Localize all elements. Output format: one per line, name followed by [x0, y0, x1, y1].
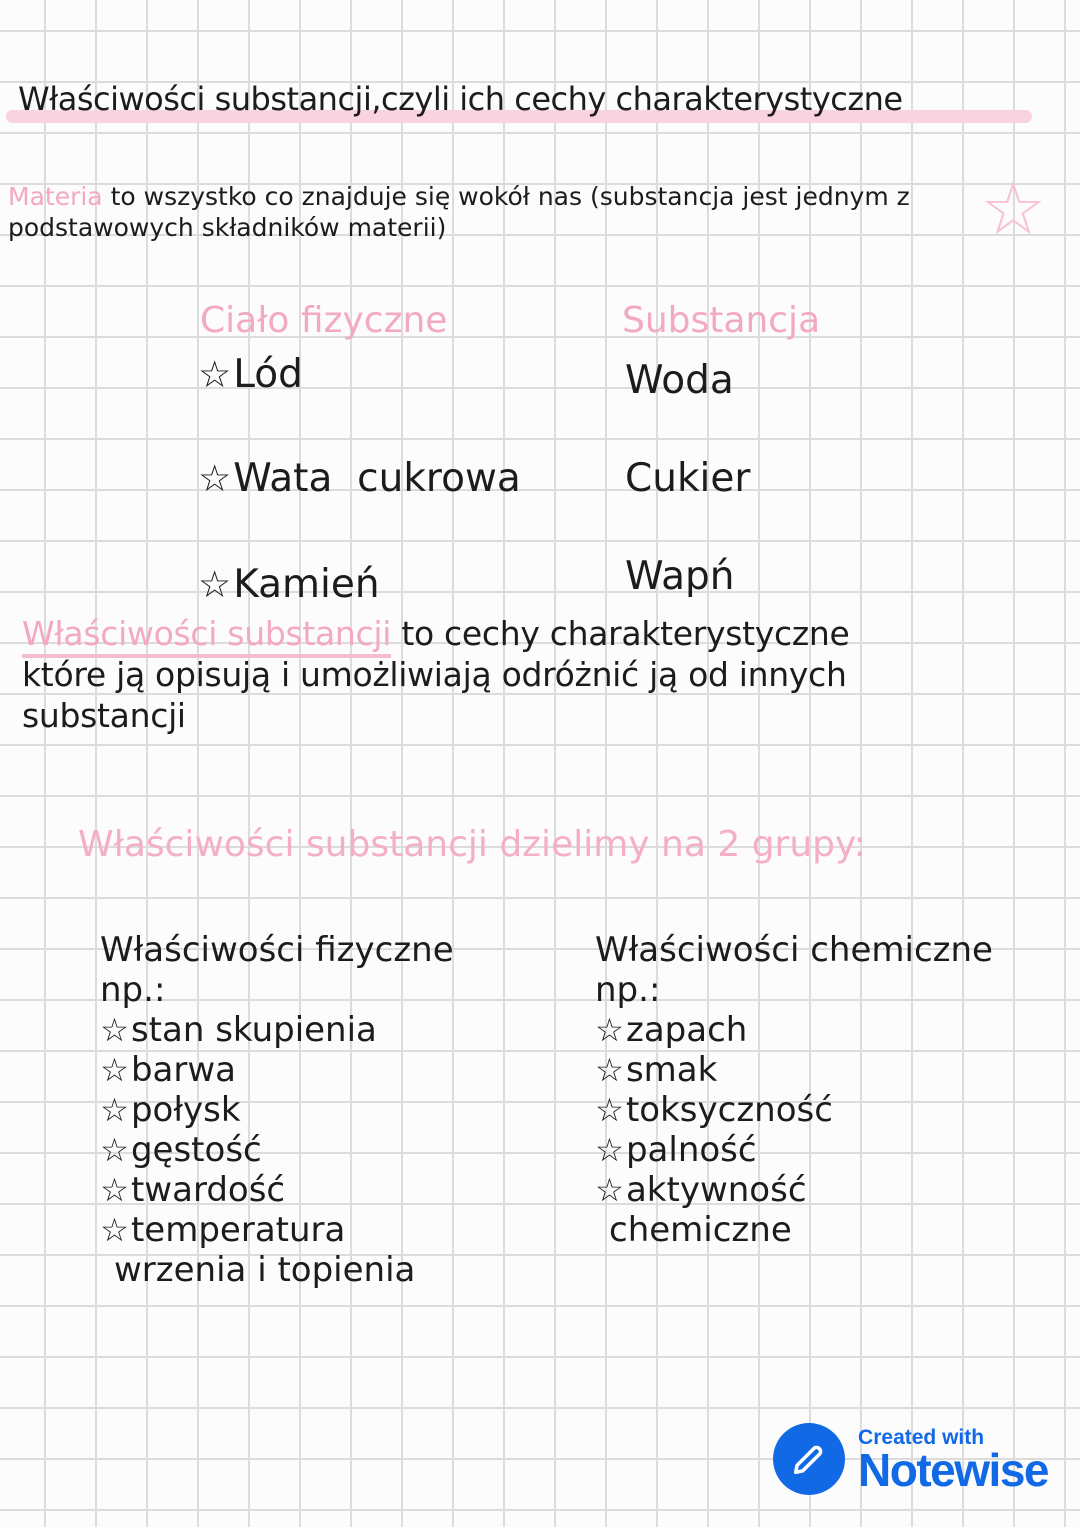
definition-paragraph: [22, 613, 1067, 736]
notewise-label: Notewise: [858, 1443, 1048, 1496]
intro-line2: podstawowych składników materii): [8, 213, 447, 242]
pencil-icon: [788, 1438, 830, 1480]
list-item: [100, 1170, 454, 1210]
intro-lead-materia: Materia: [8, 182, 103, 211]
column-header-cialo-fizyczne: Ciało fizyczne: [200, 300, 448, 341]
definition-lead: Właściwości substancji: [22, 614, 391, 658]
star-bullet-icon: ☆: [100, 1011, 129, 1049]
list-item-label: palność: [625, 1130, 757, 1170]
definition-line1: to cechy charakterystyczne: [391, 614, 850, 653]
table-row-body-kamien: [198, 562, 380, 607]
list-item: [100, 1210, 454, 1250]
star-bullet-icon: ☆: [595, 1131, 624, 1169]
physical-properties-list: [100, 930, 454, 1290]
physical-list-heading: Właściwości fizyczne: [100, 930, 454, 970]
chemical-np-label: np.:: [595, 970, 661, 1010]
list-item: [595, 1090, 993, 1130]
notewise-wordmark: [858, 1425, 1048, 1496]
star-bullet-icon: ☆: [100, 1171, 129, 1209]
star-bullet-icon: ☆: [595, 1171, 624, 1209]
list-item-label: temperatura: [130, 1210, 346, 1250]
list-item-wrap-line: wrzenia i topienia: [114, 1250, 416, 1290]
body-label: Kamień: [233, 562, 380, 607]
table-row-body-lod: [198, 352, 303, 397]
table-row-substance-woda: Woda: [625, 358, 734, 403]
star-bullet-icon: ☆: [198, 457, 232, 500]
chemical-list-heading: Właściwości chemiczne: [595, 930, 993, 970]
list-item-label: twardość: [130, 1170, 286, 1210]
notewise-brand-link[interactable]: [773, 1423, 1048, 1495]
table-row-body-wata-cukrowa: [198, 456, 521, 501]
body-label: Lód: [233, 352, 303, 397]
list-item-label: połysk: [130, 1090, 241, 1130]
definition-line2: które ją opisują i umożliwiają odróżnić ją od innych: [22, 655, 847, 694]
definition-line3: substancji: [22, 696, 186, 735]
notewise-logo: [773, 1423, 845, 1495]
section-heading-grupy: Właściwości substancji dzielimy na 2 grupy:: [78, 824, 866, 865]
list-item: [100, 1050, 454, 1090]
star-bullet-icon: ☆: [595, 1011, 624, 1049]
list-item: [595, 1170, 993, 1210]
column-header-substancja: Substancja: [622, 300, 821, 341]
list-item: [595, 1010, 993, 1050]
list-item-label: gęstość: [130, 1130, 262, 1170]
list-item-wrap-line: chemiczne: [609, 1210, 792, 1250]
list-item: [100, 1090, 454, 1130]
list-item: [100, 1010, 454, 1050]
star-bullet-icon: ☆: [595, 1051, 624, 1089]
decor-star-icon: ☆: [980, 166, 1047, 252]
list-item-label: toksyczność: [625, 1090, 833, 1130]
star-bullet-icon: ☆: [100, 1131, 129, 1169]
table-row-substance-cukier: Cukier: [625, 456, 751, 501]
list-item: [595, 1050, 993, 1090]
list-item: [595, 1130, 993, 1170]
list-item-label: barwa: [130, 1050, 237, 1090]
physical-np-label: np.:: [100, 970, 166, 1010]
page-title: Właściwości substancji,czyli ich cechy charakterystyczne: [18, 80, 903, 118]
star-bullet-icon: ☆: [100, 1051, 129, 1089]
star-bullet-icon: ☆: [100, 1211, 129, 1249]
intro-line1: to wszystko co znajduje się wokół nas (substancja jest jednym z: [102, 182, 910, 211]
table-row-substance-wapn: Wapń: [625, 554, 735, 599]
list-item-label: zapach: [625, 1010, 748, 1050]
star-bullet-icon: ☆: [198, 353, 232, 396]
star-bullet-icon: ☆: [100, 1091, 129, 1129]
intro-paragraph: [8, 181, 1000, 243]
list-item: [100, 1130, 454, 1170]
list-item-label: stan skupienia: [130, 1010, 377, 1050]
star-bullet-icon: ☆: [198, 563, 232, 606]
star-bullet-icon: ☆: [595, 1091, 624, 1129]
chemical-properties-list: [595, 930, 993, 1250]
list-item-label: smak: [625, 1050, 718, 1090]
created-with-label: Created with: [858, 1425, 985, 1449]
body-label: Wata cukrowa: [233, 456, 521, 501]
list-item-label: aktywność: [625, 1170, 807, 1210]
